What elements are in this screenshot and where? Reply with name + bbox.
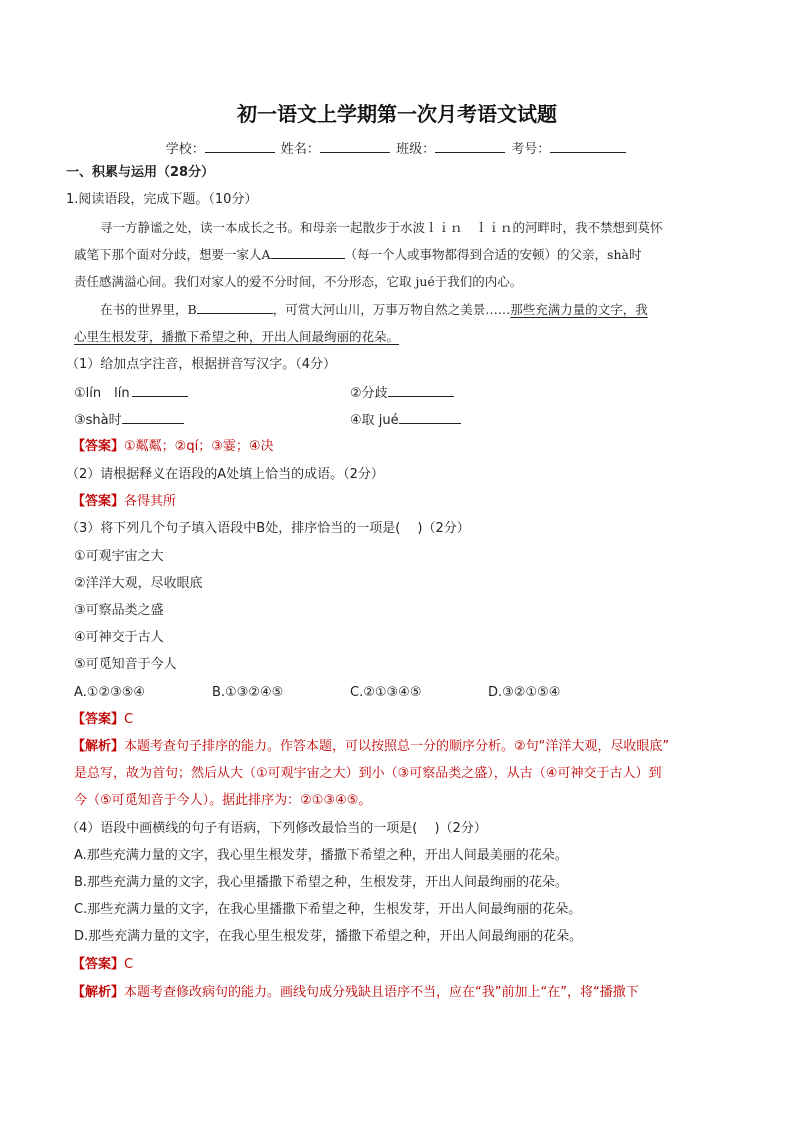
item-text: ①lín lín <box>74 386 130 401</box>
passage-text: 戚笔下那个面对分歧，想要一家人A <box>74 247 271 262</box>
option-a[interactable]: A.①②③⑤④ <box>74 685 146 700</box>
passage-p1-line2 <box>74 246 641 264</box>
answer-text: ①粼粼；②qí；③霎；④决 <box>124 439 274 454</box>
analysis-tag: 【解析】 <box>72 739 125 754</box>
answer-text: C <box>124 712 134 727</box>
option-c[interactable]: C.那些充满力量的文字，在我心里播撒下希望之种，生根发芽，开出人间最绚丽的花朵。 <box>74 902 582 917</box>
sub1-blank3[interactable] <box>122 411 184 424</box>
analysis-text: 本题考查句子排序的能力。作答本题，可以按照总一分的顺序分析。②句“洋洋大观，尽收眼底” <box>124 739 670 754</box>
sub3-analysis-line1 <box>72 738 669 756</box>
answer-tag: 【答案】 <box>72 439 125 454</box>
sub1-item2 <box>350 384 454 403</box>
number-blank[interactable] <box>550 140 626 153</box>
passage-text: 在书的世界里，B <box>100 302 197 317</box>
option-b[interactable]: B.那些充满力量的文字，我心里播撒下希望之种，生根发芽，开出人间最绚丽的花朵。 <box>74 875 569 890</box>
answer-text: C <box>124 957 134 972</box>
answer-text: 各得其所 <box>124 494 177 509</box>
page-title: 初一语文上学期第一次月考语文试题 <box>237 102 557 126</box>
passage-p1-line3: 责任感满溢心间。我们对家人的爱不分时间，不分形态，它取 jué于我们的内心。 <box>74 274 523 289</box>
sub1-question: （1）给加点字注音，根据拼音写汉字。（4分） <box>66 357 337 372</box>
sub3-item: ③可察品类之盛 <box>74 603 164 618</box>
sub3-analysis-line2: 是总写，故为首句；然后从大（①可观宇宙之大）到小（③可察品类之盛），从古（④可神交于古人）到 <box>74 766 662 781</box>
q1-heading: 1.阅读语段，完成下题。（10分） <box>66 192 258 207</box>
option-a[interactable]: A.那些充满力量的文字，我心里生根发芽，播撒下希望之种，开出人间最美丽的花朵。 <box>74 848 568 863</box>
option-b[interactable]: B.①③②④⑤ <box>212 685 284 700</box>
sub1-blank1[interactable] <box>132 384 188 397</box>
underlined-sentence: 那些充满力量的文字，我 <box>510 302 648 317</box>
answer-tag: 【答案】 <box>72 494 125 509</box>
passage-p2-line1 <box>100 301 648 319</box>
option-c[interactable]: C.②①③④⑤ <box>350 685 422 700</box>
item-text: ③shà时 <box>74 413 122 428</box>
passage-p1-line1: 寻一方静谧之处，读一本成长之书。和母亲一起散步于水波ｌｉｎ ｌｉｎ的河畔时，我不禁想到莫怀 <box>100 220 663 235</box>
answer-tag: 【答案】 <box>72 712 125 727</box>
sub1-item1 <box>74 384 188 403</box>
sub2-answer <box>72 493 176 511</box>
class-label: 班级： <box>396 142 436 157</box>
student-info-line <box>0 138 794 157</box>
sub3-analysis-line3: 今（⑤可觅知音于今人）。据此排序为：②①③④⑤。 <box>74 793 372 808</box>
item-text: ②分歧 <box>350 386 388 401</box>
school-label: 学校： <box>165 142 205 157</box>
sub3-question: （3）将下列几个句子填入语段中B处，排序恰当的一项是( )（2分） <box>66 521 470 536</box>
sub1-item4 <box>350 411 461 430</box>
sub3-item: ④可神交于古人 <box>74 630 164 645</box>
blank-b[interactable] <box>197 301 273 314</box>
sub1-answer <box>72 438 274 456</box>
sub3-item: ②洋洋大观，尽收眼底 <box>74 576 203 591</box>
sub3-item: ①可观宇宙之大 <box>74 549 164 564</box>
sub1-blank2[interactable] <box>388 384 454 397</box>
blank-a[interactable] <box>271 246 345 259</box>
item-text: ④取 jué <box>350 413 399 428</box>
sub4-analysis-line1 <box>72 984 639 1002</box>
sub1-item3 <box>74 411 184 430</box>
sub4-answer <box>72 956 133 974</box>
passage-text: ，可赏大河山川，万事万物自然之美景…… <box>272 302 511 317</box>
section-heading: 一、积累与运用（28分） <box>66 165 215 180</box>
sub4-question: （4）语段中画横线的句子有语病，下列修改最恰当的一项是( )（2分） <box>66 821 487 836</box>
option-d[interactable]: D.那些充满力量的文字，在我心里生根发芽，播撒下希望之种，开出人间最绚丽的花朵。 <box>74 929 583 944</box>
analysis-tag: 【解析】 <box>72 985 125 1000</box>
number-label: 考号： <box>511 142 551 157</box>
sub3-item: ⑤可觅知音于今人 <box>74 657 177 672</box>
sub1-blank4[interactable] <box>399 411 461 424</box>
class-blank[interactable] <box>435 140 505 153</box>
answer-tag: 【答案】 <box>72 957 125 972</box>
passage-p2-line2: 心里生根发芽，播撒下希望之种，开出人间最绚丽的花朵。 <box>74 329 400 344</box>
passage-text: （每一个人或事物都得到合适的安顿）的父亲，shà时 <box>344 247 642 262</box>
analysis-text: 本题考查修改病句的能力。画线句成分残缺且语序不当，应在“我”前加上“在”，将“播撒下 <box>124 985 639 1000</box>
school-blank[interactable] <box>205 140 275 153</box>
option-d[interactable]: D.③②①⑤④ <box>488 685 561 700</box>
name-blank[interactable] <box>320 140 390 153</box>
sub3-options <box>74 684 560 702</box>
sub2-question: （2）请根据释义在语段的A处填上恰当的成语。（2分） <box>66 467 384 482</box>
sub3-answer <box>72 711 133 729</box>
name-label: 姓名： <box>280 142 320 157</box>
